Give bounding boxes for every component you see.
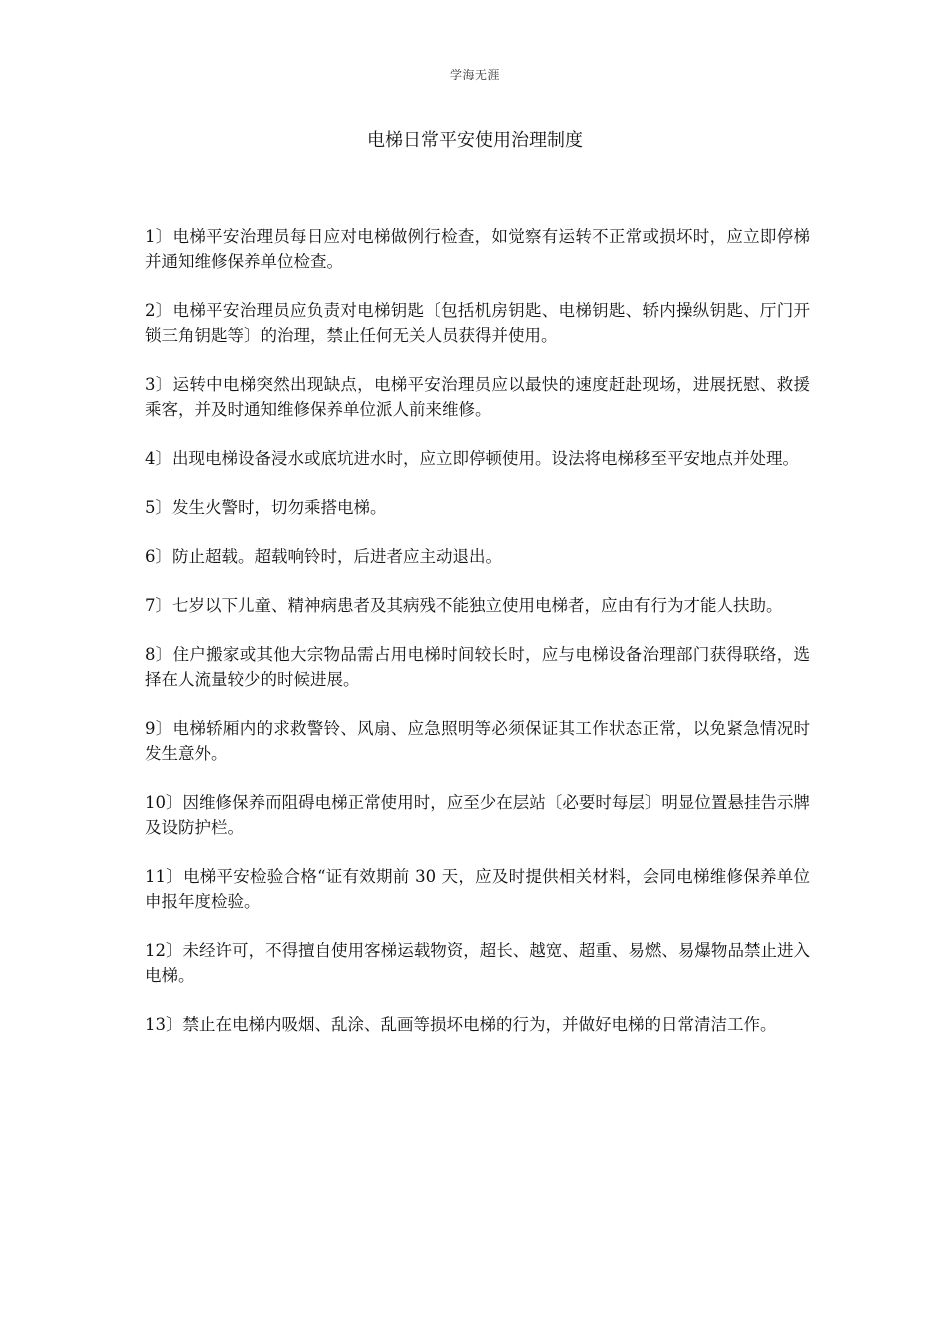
rule-item-12: 12〕未经许可，不得擅自使用客梯运载物资，超长、越宽、超重、易燃、易爆物品禁止进入电梯。 <box>145 941 810 985</box>
document-body <box>145 224 810 1061</box>
rule-item-2: 2〕电梯平安治理员应负责对电梯钥匙〔包括机房钥匙、电梯钥匙、轿内操纵钥匙、厅门开锁三角钥匙等〕的治理，禁止任何无关人员获得并使用。 <box>145 301 810 345</box>
rule-item-10: 10〕因维修保养而阻碍电梯正常使用时，应至少在层站〔必要时每层〕明显位置悬挂告示牌及设防护栏。 <box>145 793 810 837</box>
rule-item-13: 13〕禁止在电梯内吸烟、乱涂、乱画等损坏电梯的行为，并做好电梯的日常清洁工作。 <box>145 1015 777 1034</box>
rule-item-8: 8〕住户搬家或其他大宗物品需占用电梯时间较长时，应与电梯设备治理部门获得联络，选择在人流量较少的时候进展。 <box>145 645 810 689</box>
rule-item-7: 7〕七岁以下儿童、精神病患者及其病残不能独立使用电梯者，应由有行为才能人扶助。 <box>145 596 783 615</box>
rule-item-5: 5〕发生火警时，切勿乘搭电梯。 <box>145 498 387 517</box>
rule-item-3: 3〕运转中电梯突然出现缺点，电梯平安治理员应以最快的速度赶赴现场，进展抚慰、救援乘客，并及时通知维修保养单位派人前来维修。 <box>145 375 810 419</box>
page-header: 学海无涯 <box>449 68 500 82</box>
rule-item-11: 11〕电梯平安检验合格“证有效期前 30 天，应及时提供相关材料，会同电梯维修保养单位申报年度检验。 <box>145 867 810 911</box>
document-title: 电梯日常平安使用治理制度 <box>367 130 583 151</box>
rule-item-6: 6〕防止超载。超载响铃时，后进者应主动退出。 <box>145 547 502 566</box>
rule-item-4: 4〕出现电梯设备浸水或底坑进水时，应立即停顿使用。设法将电梯移至平安地点并处理。 <box>145 449 799 468</box>
rule-item-9: 9〕电梯轿厢内的求救警铃、风扇、应急照明等必须保证其工作状态正常，以免紧急情况时发生意外。 <box>145 719 810 763</box>
rule-item-1: 1〕电梯平安治理员每日应对电梯做例行检查，如觉察有运转不正常或损坏时，应立即停梯并通知维修保养单位检查。 <box>145 227 810 271</box>
